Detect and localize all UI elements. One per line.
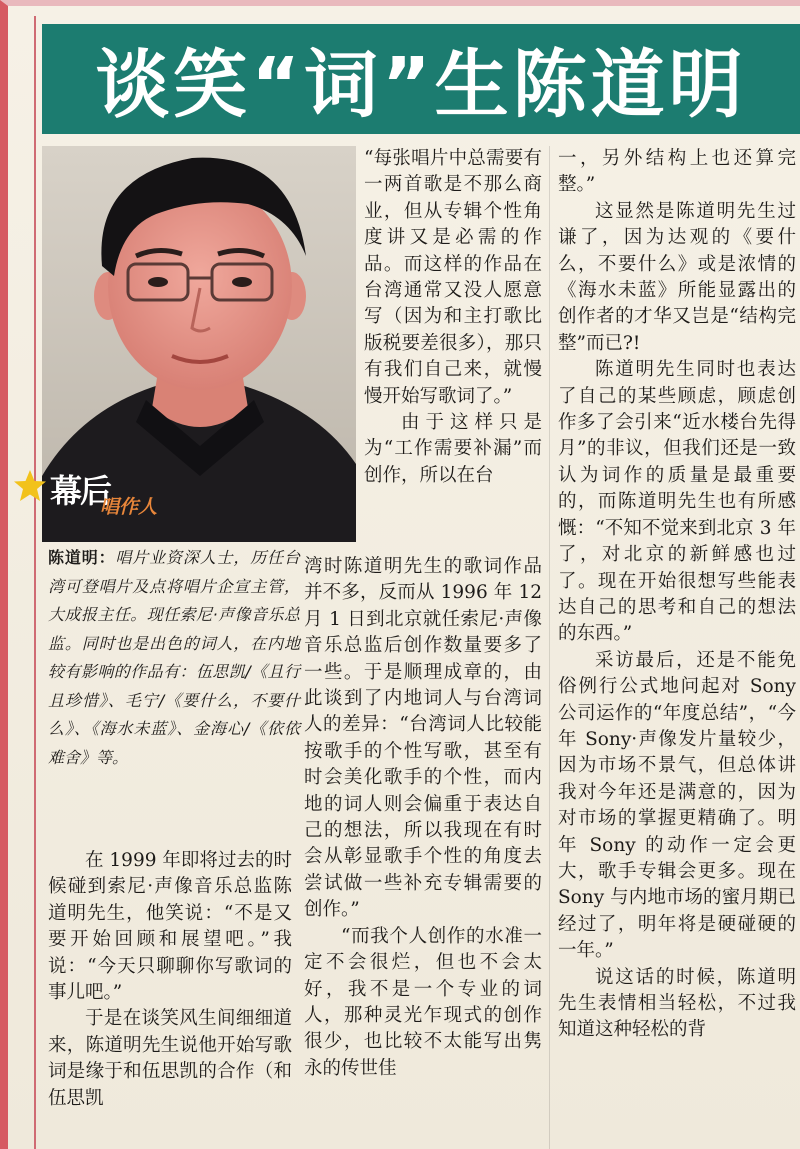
bio-name: 陈道明： xyxy=(48,548,116,567)
photo-badge-title: 幕后 xyxy=(50,472,111,510)
bio-caption-text xyxy=(48,544,300,772)
paragraph: 于是在谈笑风生间细细道来，陈道明先生说他开始写歌词是缘于和伍思凯的合作（和伍思凯 xyxy=(48,1008,292,1109)
paragraph: 说这话的时候，陈道明先生表情相当轻松，不过我知道这种轻松的背 xyxy=(558,966,796,1041)
column-divider xyxy=(549,146,550,1149)
paragraph: 一，另外结构上也还算完整。” xyxy=(558,148,796,196)
headline: 谈笑“词”生陈道明 xyxy=(95,42,747,128)
paragraph: 这显然是陈道明先生过谦了，因为达观的《要什么，不要什么》或是浓情的《海水未蓝》所能显露出的创作者的才华又岂是“结构完整”而已?! xyxy=(558,200,796,354)
article-column-left xyxy=(48,848,292,1112)
article-column-middle xyxy=(304,554,542,1082)
bio-description: 唱片业资深人士，历任台湾可登唱片及点将唱片企宣主管，大成报主任。现任索尼·声像音乐总监。同时也是出色的词人，在内地较有影响的作品有：伍思凯/《且行且珍惜》、毛宁/《要什么，不要什么》、《海水未蓝》、金海心/《依依难舍》等。 xyxy=(48,548,300,767)
paragraph: 采访最后，还是不能免俗例行公式地问起对 Sony 公司运作的“年度总结”，“今年 Sony·声像发片量较少，因为市场不景气，但总体讲我对今年还是满意的，因为对市场的掌握更精确了。明年 Sony 的动作一定会更大，歌手专辑会更多。现在 Sony 与内地市场的蜜月期已经过了，明年将是硬碰硬的一年。” xyxy=(558,649,796,962)
headline-banner xyxy=(42,24,800,134)
paragraph: “而我个人创作的水准一定不会很烂，但也不会太好，我不是一个专业的词人，那种灵光乍现式的创作很少，也比较不太能写出隽永的传世佳 xyxy=(304,925,542,1079)
paragraph: 陈道明先生同时也表达了自己的某些顾虑，顾虑创作多了会引来“近水楼台先得月”的非议，但我们还是一致认为词作的质量是最重要的，而陈道明先生也有所感慨：“不知不觉来到北京 3 年了，对北京的新鲜感也过了。现在开始很想写些能表达自己的思考和自己的想法的东西。” xyxy=(558,359,796,645)
article-column-right xyxy=(558,146,796,1044)
paragraph: 由于这样只是为“工作需要补漏”而创作，所以在台 xyxy=(364,412,542,486)
paragraph: 湾时陈道明先生的歌词作品并不多，反而从 1996 年 12 月 1 日到北京就任索尼·声像音乐总监后创作数量要多了一些。于是顺理成章的，由此谈到了内地词人与台湾词人的差异：“台湾词人比较能按歌手的个性写歌，甚至有时会美化歌手的个性，而内地的词人则会偏重于表达自己的想法，所以我现在有时会从彰显歌手个性的角度去尝试做一些补充专辑需要的创作。” xyxy=(304,556,542,921)
star-icon xyxy=(12,468,48,504)
article-column-middle-top xyxy=(364,146,542,489)
paragraph: 在 1999 年即将过去的时候碰到索尼·声像音乐总监陈道明先生，他笑说：“不是又要开始回顾和展望吧。”我说：“今天只聊聊你写歌词的事儿吧。” xyxy=(48,850,292,1004)
bio-caption xyxy=(48,544,300,772)
photo-badge-subtitle: 唱作人 xyxy=(100,496,158,518)
page-edge-line xyxy=(34,16,36,1149)
paragraph: “每张唱片中总需要有一两首歌是不那么商业，但从专辑个性角度讲又是必需的作品。而这样的作品在台湾通常又没人愿意写（因为和主打歌比版税要差很多），那只有我们自己来，就慢慢开始写歌词了。” xyxy=(364,148,542,407)
